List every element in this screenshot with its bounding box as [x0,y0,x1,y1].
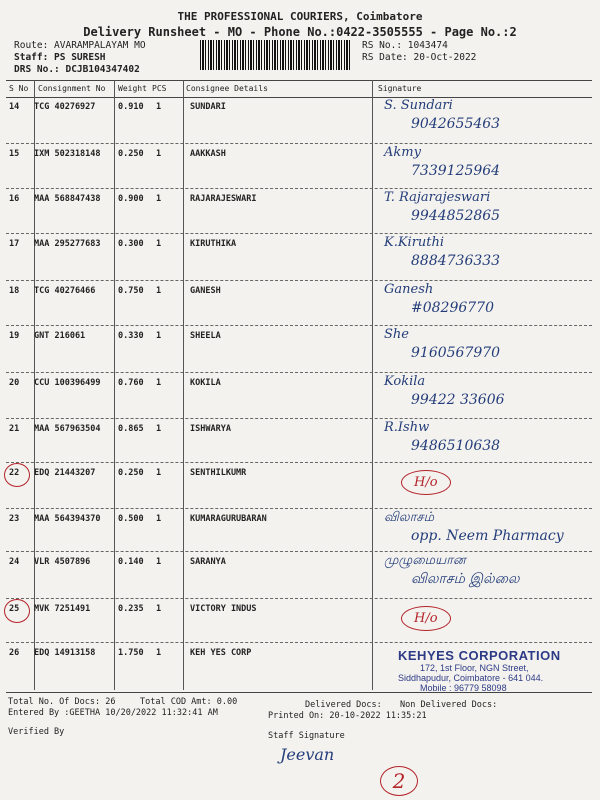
signature-scrawl: T. Rajarajeswari [384,190,491,205]
table-row [6,598,592,643]
circled-row-mark [4,463,30,487]
table-row [6,372,592,419]
table-row [6,188,592,234]
consignee-name: VICTORY INDUS [190,604,257,614]
consignee-name: KOKILA [190,378,221,388]
row-pcs: 1 [156,102,162,112]
row-sno: 18 [9,286,20,296]
row-pcs: 1 [156,557,162,567]
row-weight: 0.865 [118,424,144,434]
consignee-name: RAJARAJESWARI [190,194,257,204]
signature-scrawl: விலாசம் [384,510,435,525]
col-signature: Signature [378,84,422,93]
table-row [6,280,592,326]
consignment-number: EDQ 14913158 [34,648,96,658]
staff-signature: Jeevan [280,745,335,764]
company-stamp [398,648,588,693]
barcode-image [200,40,350,70]
document-subtitle: Delivery Runsheet - MO - Phone No.:0422-3505555 - Page No.:2 [83,25,517,39]
row-weight: 0.250 [118,468,144,478]
row-pcs: 1 [156,468,162,478]
consignee-name: KEH YES CORP [190,648,252,658]
total-docs: Total No. Of Docs: 26 [8,697,116,707]
table-row [6,508,592,552]
row-pcs: 1 [156,194,162,204]
signature-phone: 8884736333 [411,253,501,269]
signature-phone: opp. Neem Pharmacy [411,528,564,544]
consignment-number: MAA 295277683 [34,239,101,249]
consignment-number: VLR 4507896 [34,557,91,567]
consignment-number: MAA 564394370 [34,514,101,524]
signature-scrawl: R.Ishw [384,420,430,435]
consignment-number: GNT 216061 [34,331,86,341]
consignee-name: ISHWARYA [190,424,231,434]
signature-phone: 7339125964 [411,163,501,179]
signature-scrawl: H/o [401,470,451,495]
table-row [6,143,592,189]
row-weight: 0.750 [118,286,144,296]
row-weight: 0.235 [118,604,144,614]
signature-scrawl: She [384,327,409,342]
table-row [6,418,592,463]
signature-scrawl: முழுமையான [384,553,466,568]
row-pcs: 1 [156,378,162,388]
printed-on: Printed On: 20-10-2022 11:35:21 [268,711,427,721]
row-sno: 15 [9,149,20,159]
non-delivered-docs: Non Delivered Docs: [400,700,498,710]
stamp-name: KEHYES CORPORATION [398,648,561,663]
row-pcs: 1 [156,514,162,524]
signature-scrawl: Ganesh [384,282,434,297]
row-weight: 0.910 [118,102,144,112]
row-sno: 26 [9,648,20,658]
col-consignee: Consignee Details [186,84,268,93]
table-row [6,325,592,373]
row-sno: 22 [9,468,20,478]
staff-label: Staff: PS SURESH [14,52,106,63]
consignment-number: TCG 40276466 [34,286,96,296]
consignee-name: GANESH [190,286,221,296]
consignee-name: SARANYA [190,557,226,567]
row-weight: 0.500 [118,514,144,524]
row-weight: 0.760 [118,378,144,388]
signature-scrawl: Kokila [384,374,426,389]
row-pcs: 1 [156,286,162,296]
signature-scrawl: S. Sundari [384,98,453,113]
row-weight: 0.140 [118,557,144,567]
signature-phone: 9160567970 [411,345,501,361]
signature-phone: 9944852865 [411,208,501,224]
staff-signature-label: Staff Signature [268,731,345,741]
table-row [6,96,592,144]
table-row [6,233,592,281]
consignment-number: MAA 567963504 [34,424,101,434]
signature-scrawl: K.Kiruthi [384,235,445,250]
row-weight: 0.300 [118,239,144,249]
row-weight: 0.250 [118,149,144,159]
table-row [6,462,592,509]
stamp-line: Siddhapudur, Coimbatore - 641 044. [398,673,544,683]
row-weight: 1.750 [118,648,144,658]
col-sno: S No [9,84,29,93]
signature-scrawl: Akmy [384,145,421,160]
signature-scrawl: H/o [401,606,451,631]
drs-label: DRS No.: DCJB104347402 [14,64,140,75]
total-cod: Total COD Amt: 0.00 [140,697,238,707]
consignment-number: EDQ 21443207 [34,468,96,478]
signature-phone: 9042655463 [411,116,501,132]
consignee-name: SHEELA [190,331,221,341]
stamp-line: Mobile : 96779 58098 [420,683,507,693]
row-pcs: 1 [156,149,162,159]
stamp-line: 172, 1st Floor, NGN Street, [420,663,529,673]
row-pcs: 1 [156,424,162,434]
col-consignment: Consignment No [38,84,106,93]
consignment-number: MVK 7251491 [34,604,91,614]
table-row [6,551,592,599]
row-pcs: 1 [156,239,162,249]
col-pcs: PCS [152,84,167,93]
footer-rule [6,692,592,693]
consignee-name: KUMARAGURUBARAN [190,514,267,524]
row-sno: 23 [9,514,20,524]
consignee-name: SENTHILKUMR [190,468,247,478]
row-sno: 17 [9,239,20,249]
signature-phone: விலாசம் இல்லை [411,571,520,587]
document-title: THE PROFESSIONAL COURIERS, Coimbatore [177,10,423,23]
consignee-name: SUNDARI [190,102,226,112]
row-sno: 21 [9,424,20,434]
row-sno: 25 [9,604,20,614]
signature-phone: #08296770 [411,300,494,316]
row-weight: 0.330 [118,331,144,341]
row-sno: 24 [9,557,20,567]
row-sno: 16 [9,194,20,204]
row-sno: 19 [9,331,20,341]
rs-number: RS No.: 1043474 [362,40,448,51]
page-mark-circle: 2 [380,766,418,796]
consignment-number: IXM 502318148 [34,149,101,159]
circled-row-mark [4,599,30,623]
consignment-number: TCG 40276927 [34,102,96,112]
row-pcs: 1 [156,648,162,658]
row-weight: 0.900 [118,194,144,204]
row-sno: 14 [9,102,20,112]
consignment-number: MAA 568847438 [34,194,101,204]
rs-date: RS Date: 20-Oct-2022 [362,52,477,63]
row-pcs: 1 [156,604,162,614]
row-sno: 20 [9,378,20,388]
col-weight: Weight [118,84,147,93]
verified-by: Verified By [8,727,65,737]
consignee-name: AAKKASH [190,149,226,159]
row-pcs: 1 [156,331,162,341]
consignee-name: KIRUTHIKA [190,239,237,249]
route-label: Route: AVARAMPALAYAM MO [14,40,146,51]
signature-phone: 99422 33606 [411,392,505,408]
consignment-number: CCU 100396499 [34,378,101,388]
signature-phone: 9486510638 [411,438,501,454]
delivered-docs: Delivered Docs: [305,700,382,710]
entered-by: Entered By :GEETHA 10/20/2022 11:32:41 AM [8,708,218,718]
